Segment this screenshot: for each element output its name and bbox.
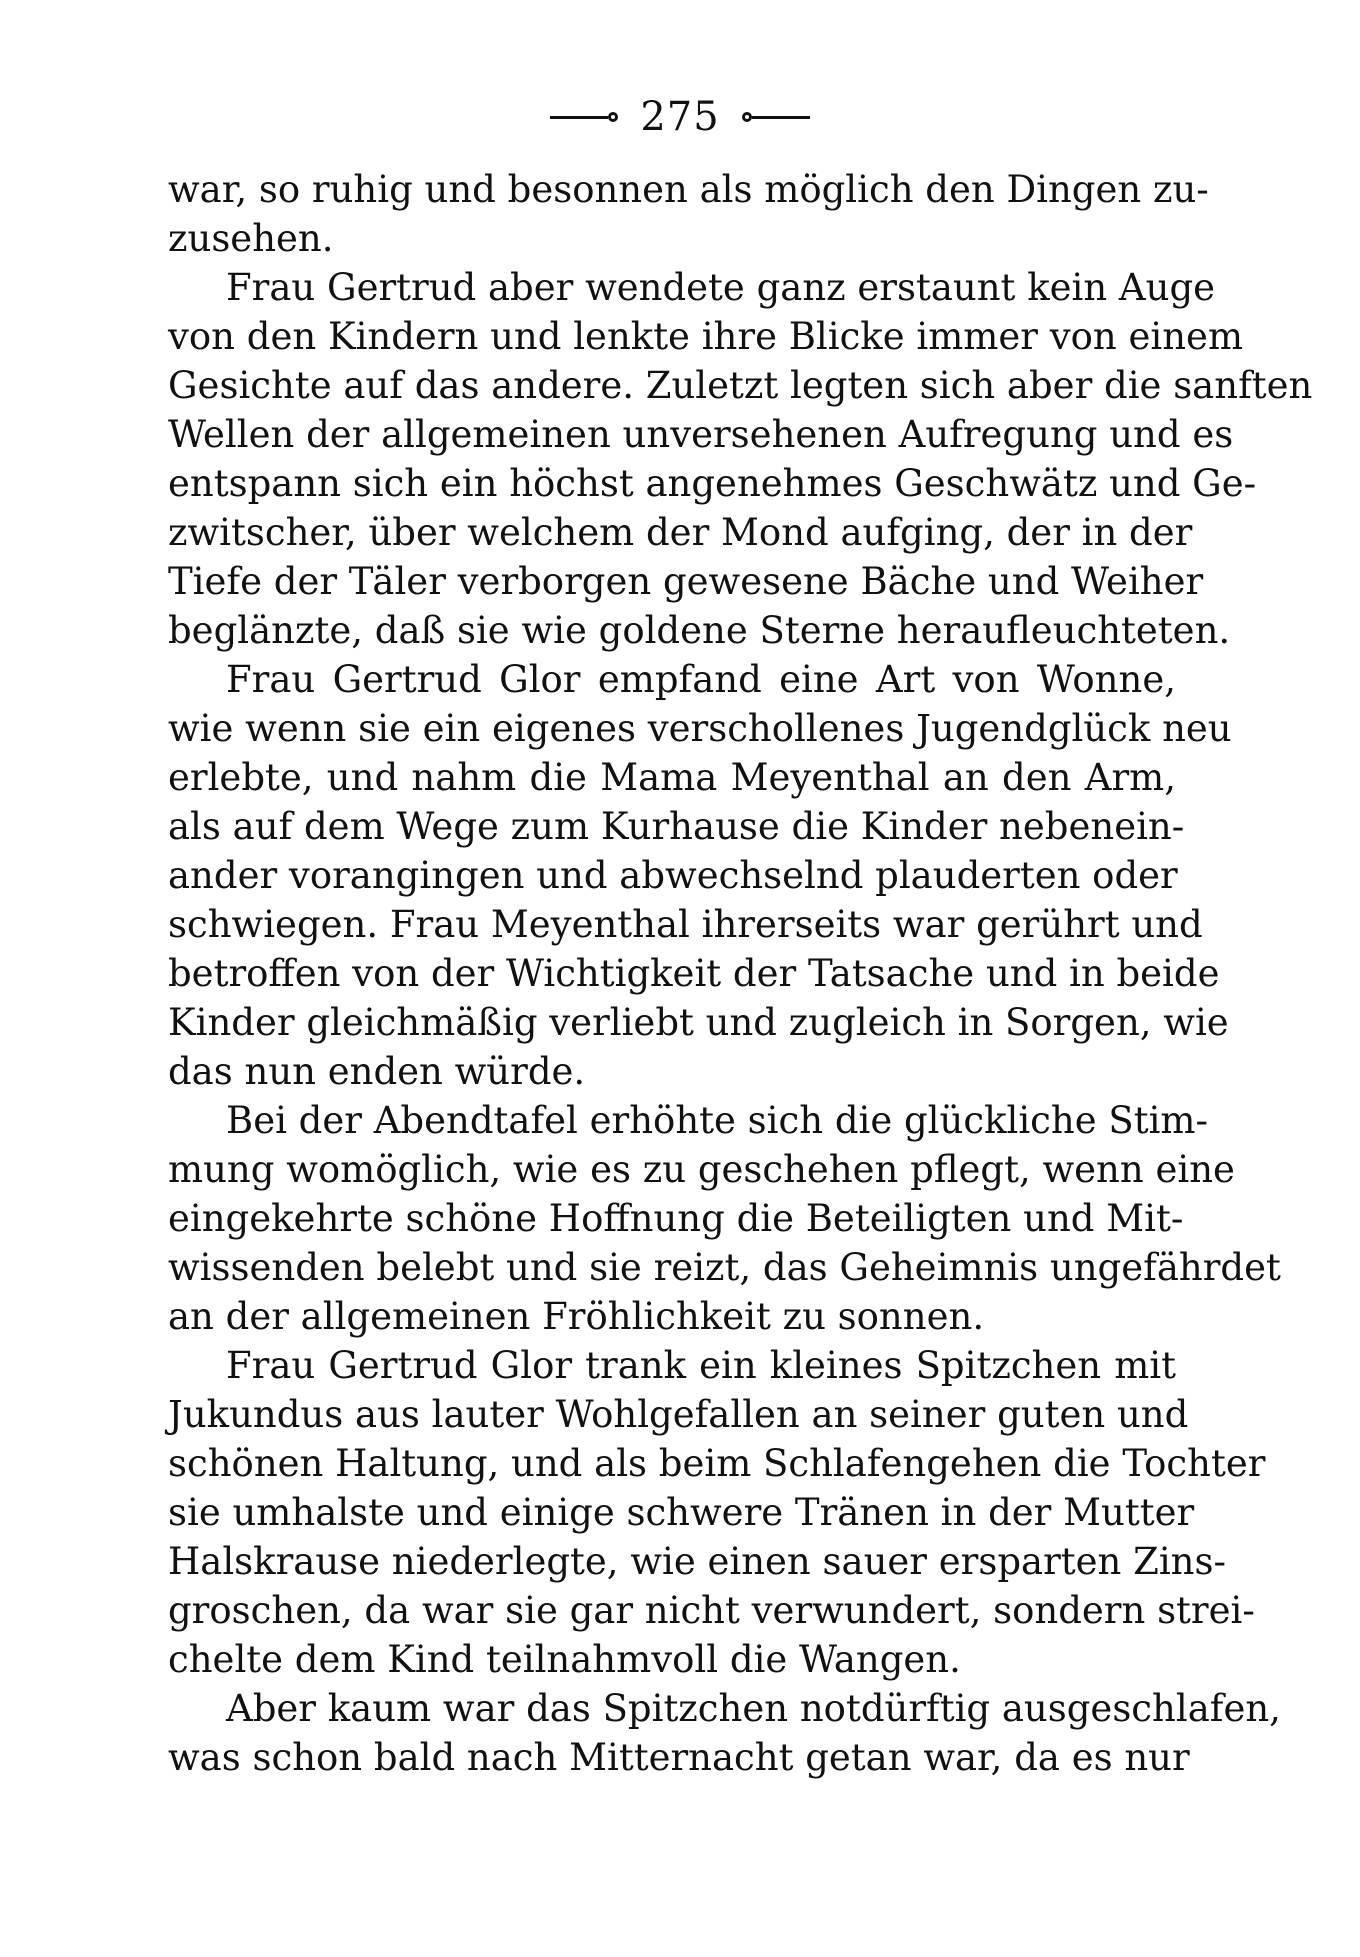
- text-line: schönen Haltung, und als beim Schlafengehen die Tochter: [168, 1442, 1266, 1485]
- text-line: Frau Gertrud Glor trank ein kleines Spitzchen mit: [226, 1344, 1176, 1387]
- text-line: eingekehrte schöne Hoffnung die Beteiligten und Mit-: [168, 1197, 1184, 1240]
- text-line: betroffen von der Wichtigkeit der Tatsache und in beide: [168, 952, 1220, 995]
- right-ornament-icon: [742, 112, 810, 122]
- text-line: Tiefe der Täler verborgen gewesene Bäche und Weiher: [168, 560, 1204, 603]
- text-line: Gesichte auf das andere. Zuletzt legten sich aber die sanften: [168, 364, 1313, 407]
- ornament-line: [550, 116, 608, 119]
- text-line: chelte dem Kind teilnahmvoll die Wangen.: [168, 1638, 961, 1681]
- text-line: wissenden belebt und sie reizt, das Geheimnis ungefährdet: [168, 1246, 1281, 1289]
- text-line: groschen, da war sie gar nicht verwundert, sondern strei-: [168, 1589, 1255, 1632]
- text-line: Frau Gertrud Glor empfand eine Art von Wonne,: [226, 658, 1176, 701]
- text-line: Aber kaum war das Spitzchen notdürftig ausgeschlafen,: [226, 1687, 1281, 1730]
- ornament-line: [752, 116, 810, 119]
- text-line: Frau Gertrud aber wendete ganz erstaunt kein Auge: [226, 266, 1216, 309]
- text-line: entspann sich ein höchst angenehmes Geschwätz und Ge-: [168, 462, 1257, 505]
- body-text: [168, 165, 1313, 1782]
- text-line: das nun enden würde.: [168, 1050, 586, 1093]
- text-line: was schon bald nach Mitternacht getan war, da es nur: [168, 1736, 1190, 1779]
- text-line: war, so ruhig und besonnen als möglich den Dingen zu-: [168, 168, 1209, 211]
- text-line: an der allgemeinen Fröhlichkeit zu sonnen.: [168, 1295, 985, 1338]
- text-line: ander vorangingen und abwechselnd plauderten oder: [168, 854, 1178, 897]
- text-line: als auf dem Wege zum Kurhause die Kinder nebenein-: [168, 805, 1185, 848]
- left-ornament-icon: [550, 112, 618, 122]
- text-line: beglänzte, daß sie wie goldene Sterne heraufleuchteten.: [168, 609, 1231, 652]
- text-line: mung womöglich, wie es zu geschehen pflegt, wenn eine: [168, 1148, 1235, 1191]
- page-header: [0, 92, 1360, 142]
- text-line: wie wenn sie ein eigenes verschollenes Jugendglück neu: [168, 707, 1232, 750]
- ornament-dot: [742, 112, 752, 122]
- text-line: von den Kindern und lenkte ihre Blicke immer von einem: [168, 315, 1244, 358]
- text-line: zwitscher, über welchem der Mond aufging, der in der: [168, 511, 1193, 554]
- text-line: schwiegen. Frau Meyenthal ihrerseits war gerührt und: [168, 903, 1203, 946]
- page-number: 275: [640, 94, 720, 140]
- text-line: erlebte, und nahm die Mama Meyenthal an den Arm,: [168, 756, 1176, 799]
- ornament-dot: [608, 112, 618, 122]
- text-line: sie umhalste und einige schwere Tränen in der Mutter: [168, 1491, 1195, 1534]
- text-line: Halskrause niederlegte, wie einen sauer ersparten Zins-: [168, 1540, 1226, 1583]
- text-line: Jukundus aus lauter Wohlgefallen an seiner guten und: [168, 1393, 1189, 1436]
- text-line: Bei der Abendtafel erhöhte sich die glückliche Stim-: [226, 1099, 1208, 1142]
- text-line: Wellen der allgemeinen unversehenen Aufregung und es: [168, 413, 1234, 456]
- text-line: Kinder gleichmäßig verliebt und zugleich in Sorgen, wie: [168, 1001, 1229, 1044]
- text-line: zusehen.: [168, 217, 334, 260]
- header-inner: [550, 92, 809, 142]
